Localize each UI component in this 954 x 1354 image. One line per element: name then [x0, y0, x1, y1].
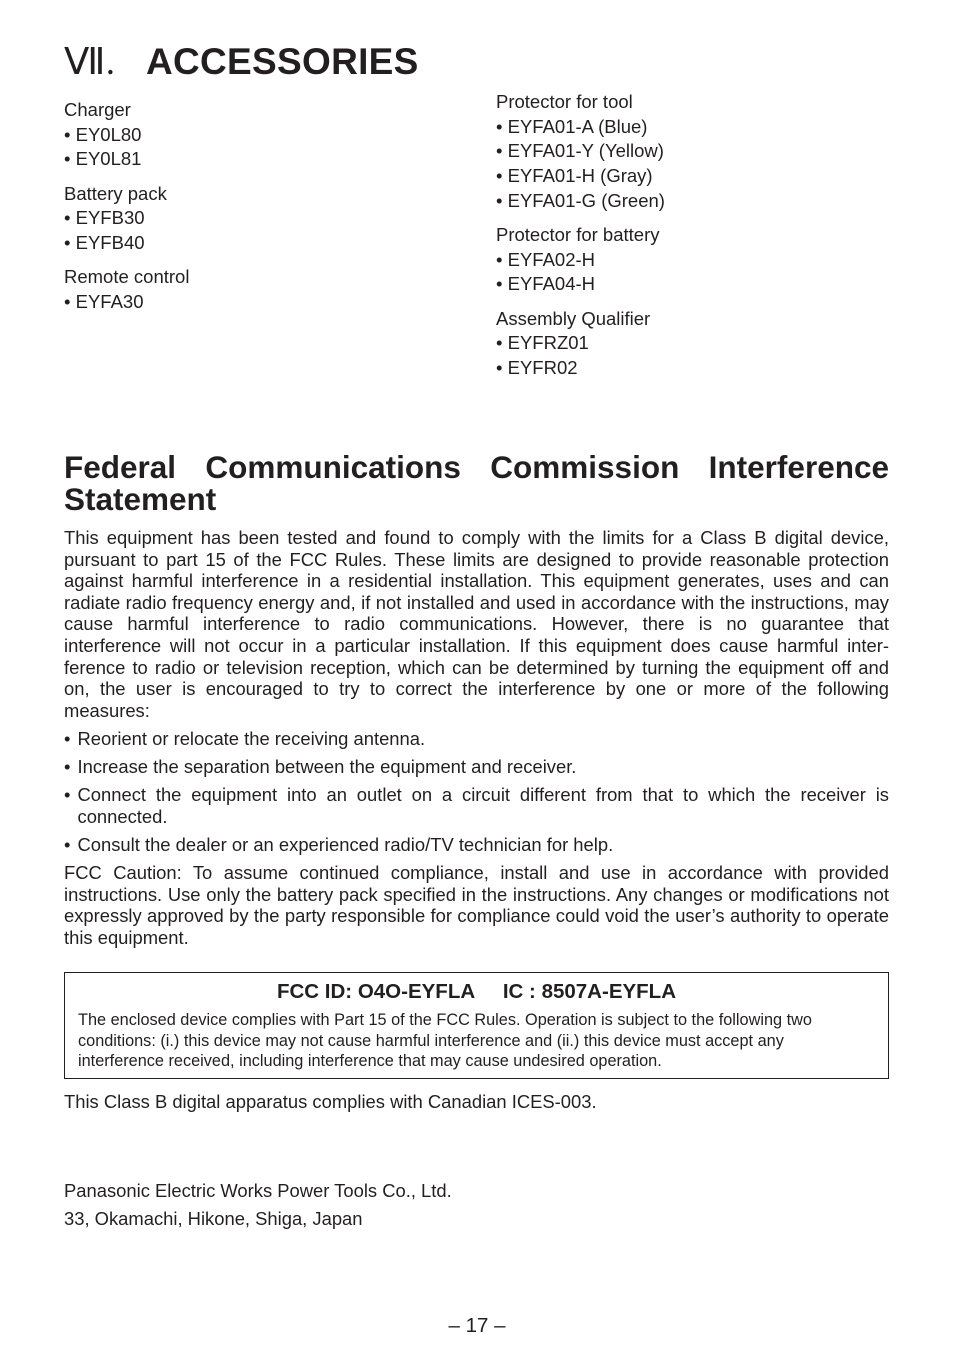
bullet-dot: • [64, 148, 71, 170]
fcc-id-box [64, 972, 889, 1079]
accessory-group [64, 98, 464, 172]
list-item [64, 834, 889, 856]
bullet-dot: • [64, 207, 71, 229]
accessory-group-title: Protector for battery [496, 224, 660, 246]
measure-text: Connect the equipment into an outlet on a circuit different from that to which the receiver is connected. [77, 783, 889, 827]
accessory-model: EYFA30 [75, 290, 144, 312]
company-info [64, 1177, 452, 1233]
accessory-model: EYFA01-A (Blue) [507, 115, 648, 137]
accessory-model: EYFA04-H [507, 273, 596, 295]
accessory-item [496, 139, 896, 164]
bullet-dot: • [64, 123, 71, 145]
accessory-model: EY0L80 [75, 123, 142, 145]
bullet-dot: • [496, 189, 503, 211]
accessory-item [496, 164, 896, 189]
bullet-dot: • [496, 115, 503, 137]
section-numeral: Ⅶ. [64, 42, 116, 83]
accessories-left-column [64, 98, 464, 324]
accessory-item [496, 272, 896, 297]
fcc-heading: Federal Communications Commission Interference Statement [64, 449, 889, 517]
bullet-dot: • [64, 232, 71, 254]
accessories-right-column [496, 90, 896, 390]
bullet-dot: • [64, 755, 71, 777]
accessory-group [496, 223, 896, 297]
accessory-group [64, 182, 464, 256]
accessory-item [496, 189, 896, 214]
accessory-item [496, 331, 896, 356]
accessory-model: EYFA01-H (Gray) [507, 165, 653, 187]
accessory-group-title: Remote control [64, 266, 190, 288]
page-number: – 17 – [448, 1314, 506, 1337]
fcc-caution-paragraph: FCC Caution: To assume continued compliance, install and use in accordance with provided instructions. Use only the battery pack specified in the instructions. Any changes or modifications not expressly approved by the party responsible for compliance could void the user’s authority to operate this equipment. [64, 862, 889, 948]
list-item [64, 728, 889, 750]
bullet-dot: • [64, 833, 71, 855]
measure-text: Consult the dealer or an experienced radio/TV technician for help. [77, 833, 614, 855]
company-name: Panasonic Electric Works Power Tools Co., Ltd. [64, 1180, 452, 1201]
accessory-item [496, 115, 896, 140]
bullet-dot: • [64, 728, 71, 749]
bullet-dot: • [496, 248, 503, 270]
accessory-item [496, 356, 896, 381]
accessory-group [496, 90, 896, 214]
accessory-model: EYFB40 [75, 232, 145, 254]
bullet-dot: • [496, 273, 503, 295]
fcc-compliance-note: The enclosed device complies with Part 15 of the FCC Rules. Operation is subject to the following two conditions: (i.) this device may not cause harmful interference and (ii.) this device must accept any interference received, including interference that may cause undesired operation. [78, 1011, 812, 1070]
measure-text: Reorient or relocate the receiving antenna. [77, 728, 426, 749]
accessory-group-title: Protector for tool [496, 91, 633, 112]
accessory-model: EYFR02 [507, 357, 578, 379]
section-title: ACCESSORIES [146, 41, 419, 82]
accessory-item [496, 248, 896, 273]
fcc-intro-paragraph: This equipment has been tested and found to comply with the limits for a Class B digital device, pursuant to part 15 of the FCC Rules. These limits are designed to provide reasonable protection against harmful interference in a residential installation. This equipment generates, uses and can radiate radio frequency energy and, if not installed and used in accordance with the instructions, may cause harmful interference to radio communications. However, there is no guarantee that interference will not occur in a particular installation. If this equipment does cause harmful inter-ference to radio or television reception, which can be determined by turning the equipment off and on, the user is encouraged to try to correct the interference by one or more of the following measures: [64, 527, 889, 721]
accessory-item [64, 206, 464, 231]
accessory-model: EYFB30 [75, 207, 145, 229]
section-heading-accessories [64, 40, 419, 84]
accessory-group-title: Battery pack [64, 182, 167, 204]
accessory-group [496, 307, 896, 381]
bullet-dot: • [496, 140, 503, 162]
bullet-dot: • [64, 783, 71, 805]
measure-text: Increase the separation between the equipment and receiver. [77, 755, 577, 777]
accessory-group [64, 265, 464, 314]
list-item [64, 784, 889, 827]
accessory-item [64, 231, 464, 256]
fcc-measures-list [64, 728, 889, 862]
accessory-group-title: Charger [64, 99, 131, 120]
accessory-model: EYFA02-H [507, 248, 596, 270]
bullet-dot: • [496, 332, 503, 354]
accessory-group-title: Assembly Qualifier [496, 307, 651, 329]
company-address: 33, Okamachi, Hikone, Shiga, Japan [64, 1208, 363, 1229]
ices-statement: This Class B digital apparatus complies with Canadian ICES-003. [64, 1091, 597, 1112]
bullet-dot: • [64, 290, 71, 312]
accessory-model: EYFRZ01 [507, 332, 589, 354]
accessory-model: EY0L81 [75, 148, 142, 170]
accessory-model: EYFA01-Y (Yellow) [507, 140, 664, 162]
accessory-item [64, 290, 464, 315]
bullet-dot: • [496, 165, 503, 187]
accessory-item [64, 147, 464, 172]
accessory-model: EYFA01-G (Green) [507, 189, 665, 211]
bullet-dot: • [496, 357, 503, 379]
accessory-item [64, 123, 464, 148]
list-item [64, 756, 889, 778]
fcc-id-line: FCC ID: O4O-EYFLA IC : 8507A-EYFLA [276, 980, 677, 1003]
